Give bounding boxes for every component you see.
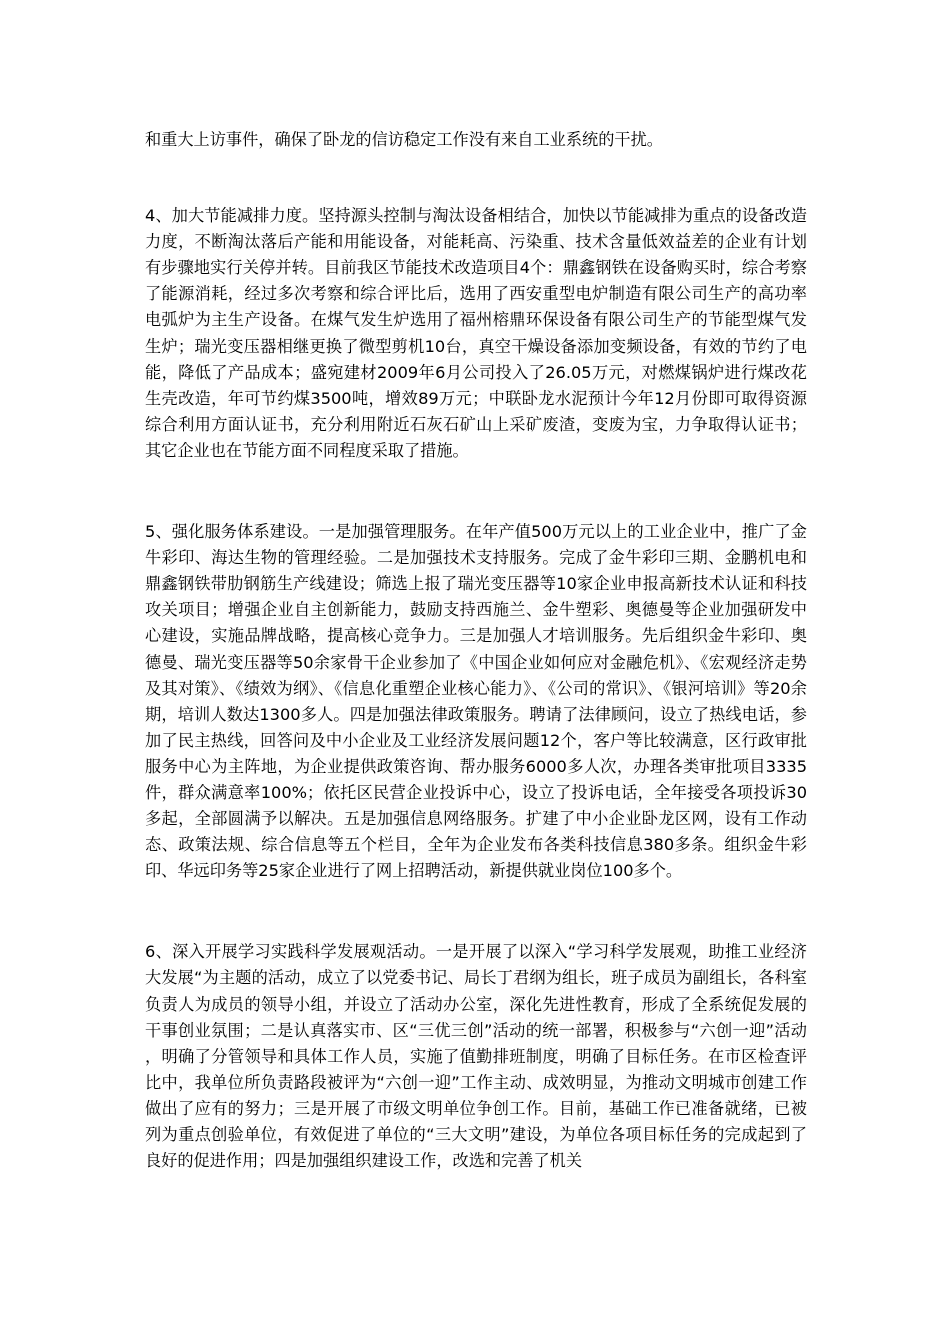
paragraph-letters-visits: 和重大上访事件，确保了卧龙的信访稳定工作没有来自工业系统的干扰。: [145, 130, 663, 149]
paragraph-service-system: 5、强化服务体系建设。一是加强管理服务。在年产值500万元以上的工业企业中，推广了金牛彩印、海达生物的管理经验。二是加强技术支持服务。完成了金牛彩印三期、金鹏机电和鼎鑫钢铁带肋钢筋生产线建设；筛选上报了瑞光变压器等10家企业申报高新技术认证和科技攻关项目；增强企业自主创新能力，鼓励支持西施兰、金牛塑彩、奥德曼等企业加强研发中心建设，实施品牌战略，提高核心竞争力。三是加强人才培训服务。先后组织金牛彩印、奥德曼、瑞光变压器等50余家骨干企业参加了《中国企业如何应对金融危机》、《宏观经济走势及其对策》、《绩效为纲》、《信息化重塑企业核心能力》、《公司的常识》、《银河培训》等20余期，培训人数达1300多人。四是加强法律政策服务。聘请了法律顾问，设立了热线电话，参加了民主热线，回答问及中小企业及工业经济发展问题12个，客户等比较满意，区行政审批服务中心为主阵地，为企业提供政策咨询、帮办服务6000多人次，办理各类审批项目3335件，群众满意率100%；依托区民营企业投诉中心，设立了投诉电话，全年接受各项投诉30多起，全部圆满予以解决。五是加强信息网络服务。扩建了中小企业卧龙区网，设有工作动态、政策法规、综合信息等五个栏目，全年为企业发布各类科技信息380多条。组织金牛彩印、华远印务等25家企业进行了网上招聘活动，新提供就业岗位100多个。: [145, 522, 807, 881]
paragraph-energy-saving: 4、加大节能减排力度。坚持源头控制与淘汰设备相结合，加快以节能减排为重点的设备改造力度，不断淘汰落后产能和用能设备，对能耗高、污染重、技术含量低效益差的企业有计划有步骤地实行关停并转。目前我区节能技术改造项目4个：鼎鑫钢铁在设备购买时，综合考察了能源消耗，经过多次考察和综合评比后，选用了西安重型电炉制造有限公司生产的高功率电弧炉为主生产设备。在煤气发生炉选用了福州榕鼎环保设备有限公司生产的节能型煤气发生炉；瑞光变压器相继更换了微型剪机10台，真空干燥设备添加变频设备，有效的节约了电能，降低了产品成本；盛宛建材2009年6月公司投入了26.05万元，对燃煤锅炉进行煤改花生壳改造，年可节约煤3500吨，增效89万元；中联卧龙水泥预计今年12月份即可取得资源综合利用方面认证书，充分利用附近石灰石矿山上采矿废渣，变废为宝，力争取得认证书；其它企业也在节能方面不同程度采取了措施。: [145, 206, 807, 460]
paragraph-scientific-development: 6、深入开展学习实践科学发展观活动。一是开展了以深入“学习科学发展观，助推工业经济大发展“为主题的活动，成立了以党委书记、局长丁君纲为组长，班子成员为副组长，各科室负责人为成员的领导小组，并设立了活动办公室，深化先进性教育，形成了全系统促发展的干事创业氛围；二是认真落实市、区“三优三创”活动的统一部署，积极参与“六创一迎”活动，明确了分管领导和具体工作人员，实施了值勤排班制度，明确了目标任务。在市区检查评比中，我单位所负责路段被评为“六创一迎”工作主动、成效明显，为推动文明城市创建工作做出了应有的努力；三是开展了市级文明单位争创工作。目前，基础工作已准备就绪，已被列为重点创验单位，有效促进了单位的“三大文明”建设，为单位各项目标任务的完成起到了良好的促进作用；四是加强组织建设工作，改选和完善了机关: [145, 942, 807, 1171]
document-page: [145, 127, 807, 1174]
